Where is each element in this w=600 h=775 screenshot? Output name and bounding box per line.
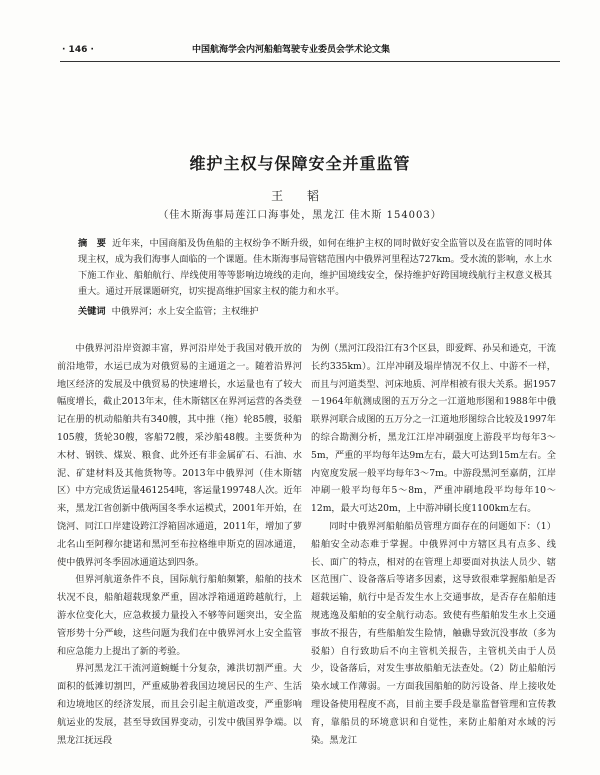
author: 王 韬	[271, 189, 329, 203]
keywords-text: 中俄界河；水上安全监管；主权维护	[111, 306, 259, 317]
paragraph: 界河黑龙江干流河道蜿蜒十分复杂，滩洪切割严重。大面积的低滩切割凹，严重威胁着我国边境居民的生产、生活和边境地区的经济发展，而且会引起主航道改变，严重影响航运业的发展，甚至导致国界变动，引发中俄国界争端。以黑龙江抚远段	[57, 663, 302, 746]
page-number: · 146 ·	[62, 45, 94, 55]
paragraph: 同时中俄界河船舶船员管理方面存在的问题如下：（1）船舶安全动态难于掌握。中俄界河中方辖区具有点多、线长、面广的特点，相对的在管理上却要面对执法人员少、辖区范围广、设备落后等诸多因素，这导致很难掌握船舶是否超载运输，航行中是否发生水上交通事故，是否存在船舶违规逃逸及船舶的安全航行动态。致使有些船舶发生水上交通事故不报告，有些船舶发生险情，触礁导致沉没事故（多为驳船）自行致助后不向主管机关报告，主管机关由于人员少，设备落后，对发生事故船舶无法查处。（2）防止船舶污染水域工作薄弱。一方面我国船舶的防污设备、岸上接收处理设备使用程度不高，目前主要手段是靠监督管理和宣传教育，靠船员的环境意识和自觉性，来防止船舶对水域的污染。黑龙江	[311, 520, 556, 746]
keywords-label: 关键词	[78, 306, 106, 317]
running-header	[60, 43, 560, 62]
paragraph: 但界河航道条件不良，国际航行船舶频繁，船舶的技术状况不良，船舶超载现象严重，固冰浮箱通道跨越航行，上游水位变化大，应急救援力量投入不够等问题突出，安全监管形势十分严峻，这些问题为我们在中俄界河水上安全监管和应急能力上提出了新的考验。	[57, 574, 302, 657]
abstract-label: 摘 要	[78, 238, 107, 249]
paragraph: 为例（黑河江段沿江有3个区县，即爱辉、孙吴和逊克，干流长约335km）。江岸冲刷及塌岸情况不仅上、中游不一样，而且与河道类型、河床地质、河岸相被有很大关系。据1957－1964年航测成图的五万分之一江道地形图和1988年中俄联界河联合成图的五万分之一江道地形图综合比较及1997年的综合勘测分析，黑龙江江岸冲刷强度上游段平均每年3～5m，严重的平均每年达9m左右，最大可达到15m左右。全内宽度发展一般平均每年3～7m。中游段黑河至嘉荫，江岸冲刷一般平均每年5～8m，严重冲刷地段平均每年10～12m，最大可达20m，上中游冲刷长度1100km左右。	[311, 343, 556, 515]
article-title: 维护主权与保障安全并重监管	[189, 154, 411, 173]
left-column	[57, 340, 302, 749]
running-title: 中国航海学会内河船舶驾驶专业委员会学术论文集	[192, 45, 391, 55]
abstract	[78, 236, 552, 300]
keywords	[78, 305, 552, 319]
affiliation: （佳木斯海事局莲江口海事处，黑龙江 佳木斯 154003）	[158, 210, 442, 221]
abstract-text: 近年来，中国商船及伪鱼船的主权纷争不断升级，如何在维护主权的同时做好安全监管以及在监管的同时体现主权，成为我们海事人面临的一个课题。佳木斯海事局管辖范围内中俄界河里程达727km。受水流的影响，水上水下施工作业、船舶航行、岸线使用等等影响边境线的走向，维护国境线安全，保持维护好跨国境线航行主权意义极其重大。通过开展课题研究，切实提高维护国家主权的能力和水平。	[78, 238, 553, 297]
right-column	[311, 340, 556, 749]
paragraph: 中俄界河沿岸资源丰富，界河沿岸处于我国对俄开放的前沿地带，水运已成为对俄贸易的主通道之一。随着沿界河地区经济的发展及中俄贸易的快速增长，水运量也有了较大幅度增长，截止2013年末，佳木斯辖区在界河运营的各类登记在册的机动船舶共有340艘，其中推（拖）轮85艘，驳船105艘，货轮30艘，客船72艘，采沙船48艘。主要货种为木材、钢铁、煤炭、粮食、此外还有非金属矿石、石油、水泥、矿建材料及其他货物等。2013年中俄界河（佳木斯辖区）中方完成货运量461254吨，客运量199748人次。近年来，黑龙江省创新中俄两国冬季水运模式，2001年开始，在饶河、同江口岸建设跨江浮箱固冰通道，2011年，增加了萝北名山至阿穆尔捷诺和黑河至布拉格维申斯克的固冰通道，使中俄界河冬季固冰通道达到四条。	[57, 343, 302, 568]
